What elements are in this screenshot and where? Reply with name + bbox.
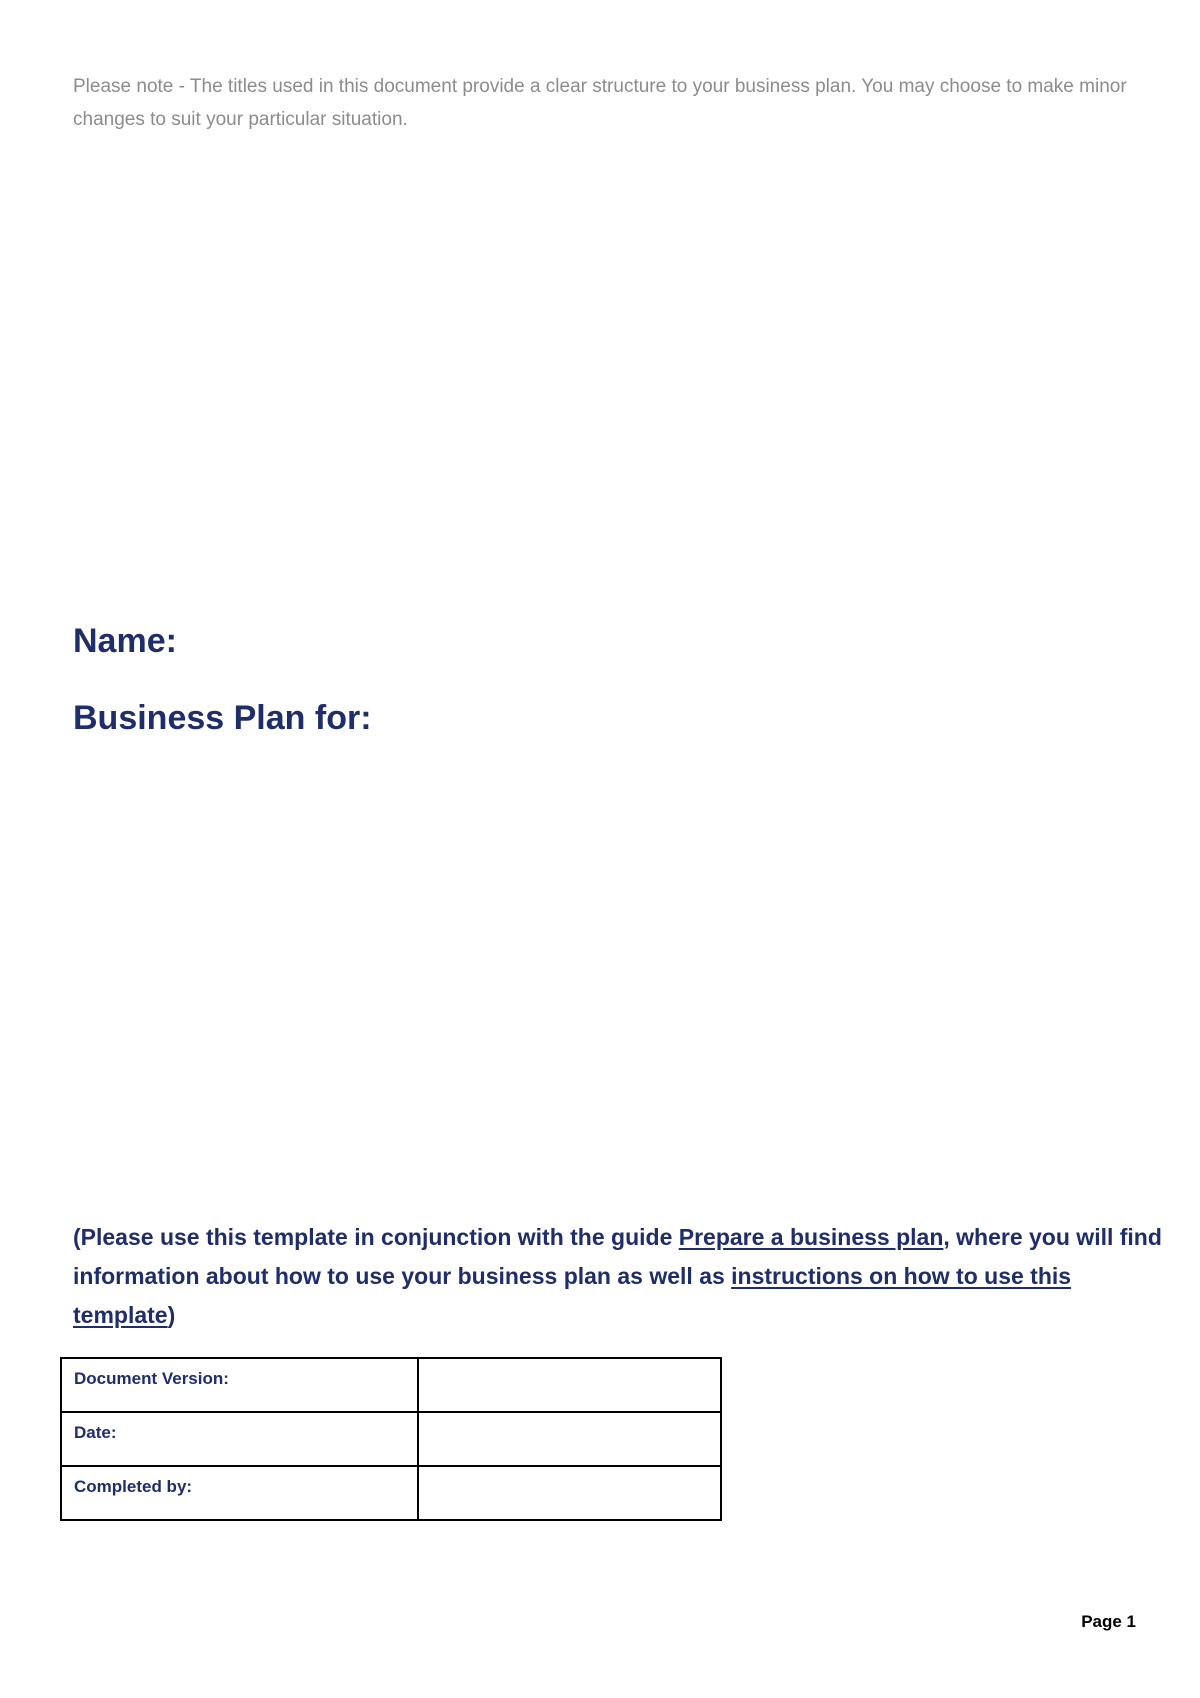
completed-by-label: Completed by:	[61, 1466, 418, 1520]
table-row	[61, 1358, 721, 1412]
instruction-text-2: , where you will find information about how to use your business plan as well as	[73, 1224, 1162, 1289]
prepare-business-plan-link[interactable]: Prepare a business plan	[678, 1224, 944, 1250]
completed-by-field[interactable]	[418, 1466, 721, 1520]
template-note: Please note - The titles used in this document provide a clear structure to your business plan. You may choose to make minor changes to suit your particular situation.	[73, 76, 1127, 130]
document-version-field[interactable]	[418, 1358, 721, 1412]
document-version-label: Document Version:	[61, 1358, 418, 1412]
instruction-text-3: )	[167, 1302, 176, 1328]
instruction-text-1: (Please use this template in conjunction with the guide	[73, 1224, 679, 1250]
table-row	[61, 1466, 721, 1520]
document-info-table	[60, 1357, 722, 1521]
table-row	[61, 1412, 721, 1466]
business-plan-heading: Business Plan for:	[73, 699, 372, 737]
template-instructions	[73, 1218, 1163, 1335]
date-field[interactable]	[418, 1412, 721, 1466]
page-number: Page 1	[1081, 1612, 1136, 1631]
date-label: Date:	[61, 1412, 418, 1466]
template-instructions-link[interactable]: instructions on how to use this template	[73, 1263, 1072, 1328]
name-heading: Name:	[73, 622, 177, 660]
